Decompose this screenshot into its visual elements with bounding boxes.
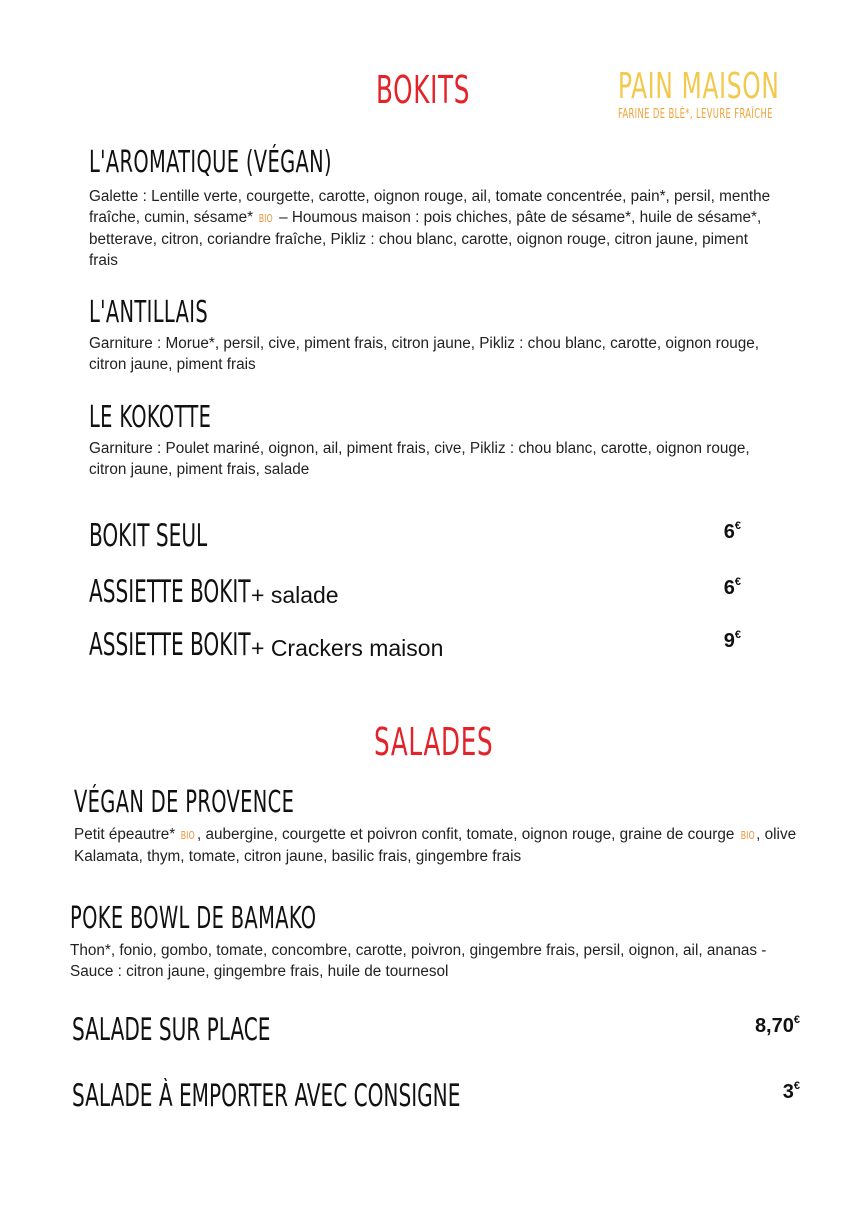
item-vegan-provence-desc-text: Petit épeautre* xyxy=(74,826,176,843)
item-antillais-description: Garniture : Morue*, persil, cive, piment frais, citron jaune, Pikliz : chou blanc, carotte, oignon rouge, citron jaune, piment frais xyxy=(89,335,759,373)
item-aromatique-title: L'AROMATIQUE (VÉGAN) xyxy=(89,145,332,180)
item-antillais-title: L'ANTILLAIS xyxy=(89,295,209,330)
price-row-bokit-seul xyxy=(89,518,749,558)
price-amount: 6 xyxy=(723,521,735,543)
currency-symbol: € xyxy=(734,576,741,588)
item-vegan-provence-desc-text-3: , olive Kalamata, thym, tomate, citron jaune, basilic frais, gingembre frais xyxy=(74,826,797,865)
price-value xyxy=(783,1080,800,1104)
item-poke-bowl-title: POKE BOWL DE BAMAKO xyxy=(70,901,317,936)
price-row-label: SALADE À EMPORTER AVEC CONSIGNE xyxy=(72,1078,461,1114)
price-row-extra: + Crackers maison xyxy=(251,635,444,661)
price-row-label: ASSIETTE BOKIT xyxy=(89,627,251,663)
item-vegan-provence-description xyxy=(74,824,814,867)
price-amount: 3 xyxy=(782,1081,794,1103)
currency-symbol: € xyxy=(734,520,741,532)
item-kokotte-description: Garniture : Poulet mariné, oignon, ail, piment frais, cive, Pikliz : chou blanc, carotte, oignon rouge, citron jaune, piment frais, salade xyxy=(89,440,750,478)
bio-badge: BIO xyxy=(259,212,274,225)
item-vegan-provence-title: VÉGAN DE PROVENCE xyxy=(74,785,295,820)
bio-badge: BIO xyxy=(181,829,196,842)
item-aromatique-desc-text: Galette : Lentille verte, courgette, carotte, oignon rouge, ail, tomate concentrée, pain*, persil, menthe fraîche, cumin, sésame* xyxy=(89,188,771,226)
price-value xyxy=(755,1014,800,1038)
price-value xyxy=(724,629,741,653)
item-vegan-provence-desc-text-2: , aubergine, courgette et poivron confit, tomate, oignon rouge, graine de courge xyxy=(196,826,735,843)
currency-symbol: € xyxy=(793,1080,800,1092)
bio-badge: BIO xyxy=(740,829,755,842)
price-amount: 6 xyxy=(723,577,735,599)
price-row-assiette-salade xyxy=(89,574,749,614)
price-row-label: BOKIT SEUL xyxy=(89,518,208,554)
price-amount: 8,70 xyxy=(754,1015,794,1037)
price-value xyxy=(724,576,741,600)
price-row-label: SALADE SUR PLACE xyxy=(72,1012,271,1048)
pain-maison-subtitle: FARINE DE BLÉ*, LEVURE FRAÎCHE xyxy=(618,107,773,122)
pain-maison-title: PAIN MAISON xyxy=(618,66,780,107)
item-aromatique-desc-text-2: – Houmous maison : pois chiches, pâte de sésame*, huile de sésame*, betterave, citron, coriandre fraîche, Pikliz : chou blanc, carotte, oignon rouge, citron jaune, piment frais xyxy=(89,209,762,269)
salades-title: SALADES xyxy=(374,720,494,764)
item-aromatique-description xyxy=(89,186,779,271)
pain-maison-block xyxy=(618,66,842,122)
bokits-title: BOKITS xyxy=(376,68,471,112)
price-row-assiette-crackers xyxy=(89,627,749,667)
currency-symbol: € xyxy=(734,629,741,641)
currency-symbol: € xyxy=(793,1014,800,1026)
price-row-salade-emporter xyxy=(72,1078,802,1118)
price-value xyxy=(724,520,741,544)
price-row-salade-sur-place xyxy=(72,1012,802,1052)
item-kokotte-title: LE KOKOTTE xyxy=(89,400,212,435)
price-amount: 9 xyxy=(723,630,735,652)
price-row-extra: + salade xyxy=(251,582,339,608)
price-row-label: ASSIETTE BOKIT xyxy=(89,574,251,610)
item-poke-bowl-description: Thon*, fonio, gombo, tomate, concombre, carotte, poivron, gingembre frais, persil, oignon, ail, ananas - Sauce : citron jaune, gingembre frais, huile de tournesol xyxy=(70,942,767,980)
